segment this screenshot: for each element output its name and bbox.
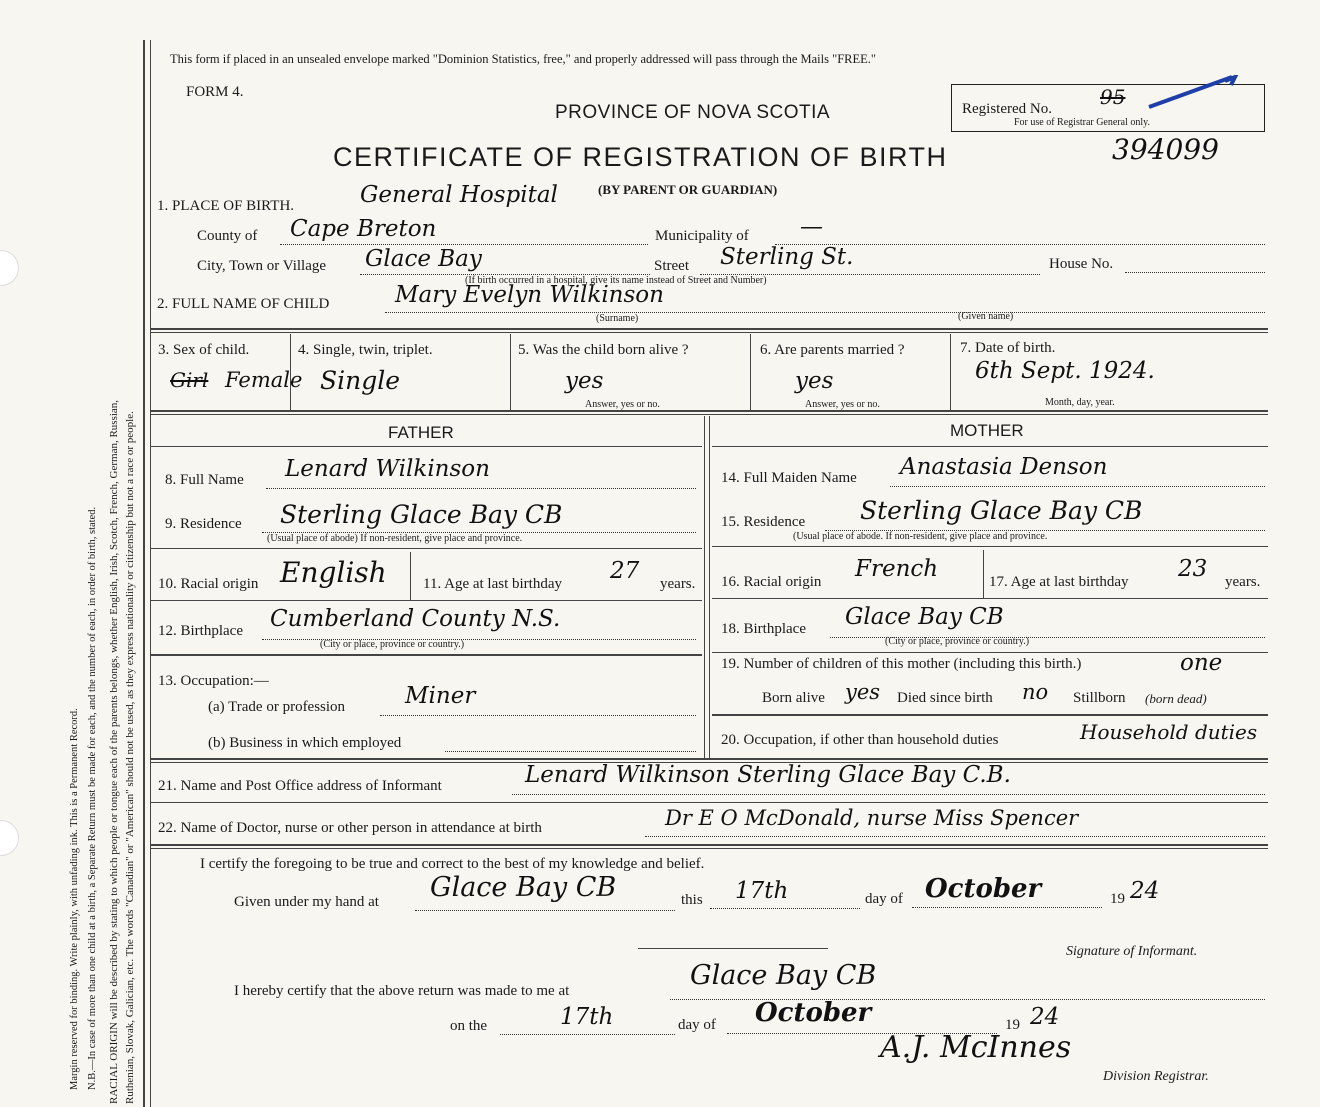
doctor-label: 22. Name of Doctor, nurse or other person in attendance at birth <box>158 820 542 836</box>
mother-birthplace-label: 18. Birthplace <box>721 621 806 637</box>
given-name-note: (Given name) <box>958 311 1014 322</box>
born-alive-label: 5. Was the child born alive ? <box>518 342 689 358</box>
given-at-value: Glace Bay CB <box>430 872 617 903</box>
father-age-value: 27 <box>610 558 640 584</box>
mother-race-label: 16. Racial origin <box>721 574 822 590</box>
died-value: no <box>1022 680 1049 704</box>
dob-note: Month, day, year. <box>1045 397 1115 408</box>
city-label: City, Town or Village <box>197 258 327 274</box>
mother-row-line-1 <box>712 546 1268 547</box>
signature-of-informant-label: Signature of Informant. <box>1066 944 1198 959</box>
return-day-value: 17th <box>560 1004 614 1030</box>
return-day-of-label: day of <box>678 1017 716 1033</box>
binding-hole-top <box>0 250 19 286</box>
mother-birthplace-note: (City or place, province or country.) <box>885 636 1030 647</box>
surname-note: (Surname) <box>596 313 639 324</box>
parent-divider-2 <box>709 416 710 758</box>
return-day-line <box>500 1034 675 1035</box>
check-mark-icon <box>1147 75 1242 113</box>
father-age-years: years. <box>660 576 696 592</box>
father-name-line <box>266 488 696 489</box>
col-divider-c <box>750 334 751 410</box>
row-divider-4 <box>150 802 1268 803</box>
row-divider-5b <box>150 848 1268 849</box>
full-name-label: 2. FULL NAME OF CHILD <box>157 296 330 312</box>
informant-label: 21. Name and Post Office address of Informant <box>158 778 442 794</box>
registrar-signature: A.J. McInnes <box>880 1030 1072 1065</box>
mother-row-line-2 <box>712 598 1268 599</box>
given-month-value: October <box>925 874 1042 904</box>
margin-note-4: Ruthenian, Slovak, Galician, etc. The words "Canadian" or "American" should not be used, as they express nationality or citizenship but not a race or people. <box>124 411 136 1104</box>
stillborn-label: Stillborn <box>1073 690 1126 706</box>
informant-signature-line <box>638 948 828 949</box>
registered-label: Registered No. <box>962 101 1052 117</box>
document-subtitle: (BY PARENT OR GUARDIAN) <box>598 182 778 197</box>
mother-residence-label: 15. Residence <box>721 514 806 530</box>
binding-hole-bottom <box>0 820 19 856</box>
answer-note-1: Answer, yes or no. <box>585 399 660 410</box>
born-alive2-value: yes <box>845 680 881 704</box>
sex-struck-value: Girl <box>170 368 209 392</box>
given-under-label: Given under my hand at <box>234 894 379 910</box>
mother-race-value: French <box>855 556 939 582</box>
informant-value: Lenard Wilkinson Sterling Glace Bay C.B. <box>525 762 1011 788</box>
margin-note-1: Margin reserved for binding. Write plainly, with unfading ink. This is a Permanent Record. <box>69 708 80 1090</box>
father-trade-line <box>380 715 696 716</box>
parent-divider <box>704 416 705 758</box>
return-month-value: October <box>755 998 872 1028</box>
registered-box <box>951 84 1265 132</box>
father-heading-line <box>150 446 702 447</box>
place-of-birth-label: 1. PLACE OF BIRTH. <box>157 198 295 214</box>
doctor-value: Dr E O McDonald, nurse Miss Spencer <box>665 806 1079 830</box>
married-value: yes <box>795 368 834 394</box>
margin-note-3: RACIAL ORIGIN will be described by stating to which people or tongue each of the parents belongs, whether English, Irish, Scotch, French, German, Russian, <box>108 399 120 1104</box>
mother-age-years: years. <box>1225 574 1261 590</box>
row-divider-1b <box>150 332 1268 333</box>
father-name-label: 8. Full Name <box>165 472 244 488</box>
mother-residence-note: (Usual place of abode. If non-resident, give place and province. <box>793 531 1048 542</box>
given-year-prefix: 19 <box>1110 891 1125 907</box>
frame-left-line-inner <box>150 40 151 1107</box>
mother-row-line-4 <box>712 714 1268 716</box>
row-divider-1 <box>150 328 1268 330</box>
father-birthplace-note: (City or place, province or country.) <box>320 639 465 650</box>
house-no-line <box>1125 272 1265 273</box>
mother-occupation-value: Household duties <box>1080 720 1258 744</box>
hospital-note: (If birth occurred in a hospital, give its name instead of Street and Number) <box>465 275 767 286</box>
answer-note-2: Answer, yes or no. <box>805 399 880 410</box>
municipality-label: Municipality of <box>655 228 749 244</box>
mother-residence-value: Sterling Glace Bay CB <box>860 496 1143 525</box>
mother-name-value: Anastasia Denson <box>900 454 1108 480</box>
full-name-line <box>385 312 1265 313</box>
father-row-line-3 <box>150 654 702 656</box>
county-label: County of <box>197 228 258 244</box>
father-residence-value: Sterling Glace Bay CB <box>280 500 563 529</box>
given-day-line <box>710 908 860 909</box>
mail-notice: This form if placed in an unsealed envelope marked "Dominion Statistics, free," and properly addressed will pass through the Mails "FREE." <box>170 52 877 66</box>
father-age-label: 11. Age at last birthday <box>423 576 562 592</box>
margin-note-2: N.B.—In case of more than one child at a birth, a Separate Return must be made for each, and the number of each, in order of birth, stated. <box>87 506 98 1090</box>
sex-label: 3. Sex of child. <box>158 342 250 358</box>
sex-value: Female <box>225 368 303 392</box>
father-residence-label: 9. Residence <box>165 516 242 532</box>
place-of-birth-value: General Hospital <box>360 182 558 208</box>
stillborn-note: (born dead) <box>1145 691 1207 706</box>
father-race-value: English <box>280 556 387 589</box>
certify-statement: I certify the foregoing to be true and correct to the best of my knowledge and belief. <box>200 856 705 872</box>
given-at-line <box>415 910 675 911</box>
county-value: Cape Breton <box>290 216 437 242</box>
col-divider-b <box>510 334 511 410</box>
given-day-of-label: day of <box>865 891 903 907</box>
row-divider-2b <box>150 414 1268 415</box>
father-business-label: (b) Business in which employed <box>208 735 402 751</box>
married-label: 6. Are parents married ? <box>760 342 905 358</box>
return-year-value: 24 <box>1030 1004 1060 1030</box>
father-race-divider <box>410 552 411 600</box>
mother-name-label: 14. Full Maiden Name <box>721 470 857 486</box>
house-no-label: House No. <box>1049 256 1114 272</box>
born-alive2-label: Born alive <box>762 690 825 706</box>
row-divider-2 <box>150 410 1268 412</box>
mother-age-label: 17. Age at last birthday <box>989 574 1129 590</box>
row-divider-5 <box>150 844 1268 846</box>
given-this-label: this <box>681 892 703 908</box>
informant-line <box>512 794 1265 795</box>
col-divider-d <box>950 334 951 410</box>
father-residence-note: (Usual place of abode) If non-resident, give place and province. <box>267 533 523 544</box>
mother-occupation-label: 20. Occupation, if other than household duties <box>721 732 999 748</box>
document-title: CERTIFICATE OF REGISTRATION OF BIRTH <box>333 142 948 172</box>
father-name-value: Lenard Wilkinson <box>285 456 490 482</box>
mother-birthplace-value: Glace Bay CB <box>845 604 1004 630</box>
given-month-line <box>912 907 1102 908</box>
county-line <box>280 244 648 245</box>
father-business-line <box>445 751 696 752</box>
father-birthplace-value: Cumberland County N.S. <box>270 606 561 632</box>
died-label: Died since birth <box>897 690 993 706</box>
street-label: Street <box>654 258 689 274</box>
given-year-value: 24 <box>1130 878 1160 904</box>
frame-left-line <box>143 40 145 1107</box>
hereby-certify-label: I hereby certify that the above return was made to me at <box>234 983 570 999</box>
father-birthplace-label: 12. Birthplace <box>158 623 243 639</box>
mother-heading-line <box>712 446 1268 447</box>
municipality-value: — <box>800 214 823 240</box>
father-trade-label: (a) Trade or profession <box>208 699 346 715</box>
mother-name-line <box>890 486 1265 487</box>
father-occupation-label: 13. Occupation:— <box>158 673 269 689</box>
form-number: FORM 4. <box>186 84 244 100</box>
row-divider-3 <box>150 758 1268 760</box>
dob-label: 7. Date of birth. <box>960 340 1056 356</box>
mother-race-divider <box>983 550 984 598</box>
children-label: 19. Number of children of this mother (including this birth.) <box>721 656 1082 672</box>
division-registrar-label: Division Registrar. <box>1103 1069 1209 1084</box>
certificate-number: 394099 <box>1112 133 1219 166</box>
father-heading: FATHER <box>388 423 454 442</box>
street-value: Sterling St. <box>720 244 854 270</box>
return-year-prefix: 19 <box>1005 1017 1020 1033</box>
registrar-note: For use of Registrar General only. <box>1014 117 1150 128</box>
city-value: Glace Bay <box>365 246 482 272</box>
father-trade-value: Miner <box>405 683 476 709</box>
doctor-line <box>645 836 1265 837</box>
on-the-label: on the <box>450 1018 488 1034</box>
given-day-value: 17th <box>735 878 789 904</box>
registered-value: 95 <box>1100 85 1126 109</box>
born-alive-value: yes <box>565 368 604 394</box>
plurality-label: 4. Single, twin, triplet. <box>298 342 433 358</box>
father-row-line-1 <box>150 548 702 549</box>
dob-value: 6th Sept. 1924. <box>975 358 1155 384</box>
mother-age-value: 23 <box>1178 556 1208 582</box>
province-heading: PROVINCE OF NOVA SCOTIA <box>555 102 831 123</box>
plurality-value: Single <box>320 366 401 395</box>
return-at-value: Glace Bay CB <box>690 960 877 991</box>
mother-heading: MOTHER <box>950 421 1024 440</box>
children-value: one <box>1180 650 1223 676</box>
father-race-label: 10. Racial origin <box>158 576 259 592</box>
child-name-value: Mary Evelyn Wilkinson <box>395 282 664 308</box>
father-row-line-2 <box>150 600 702 601</box>
